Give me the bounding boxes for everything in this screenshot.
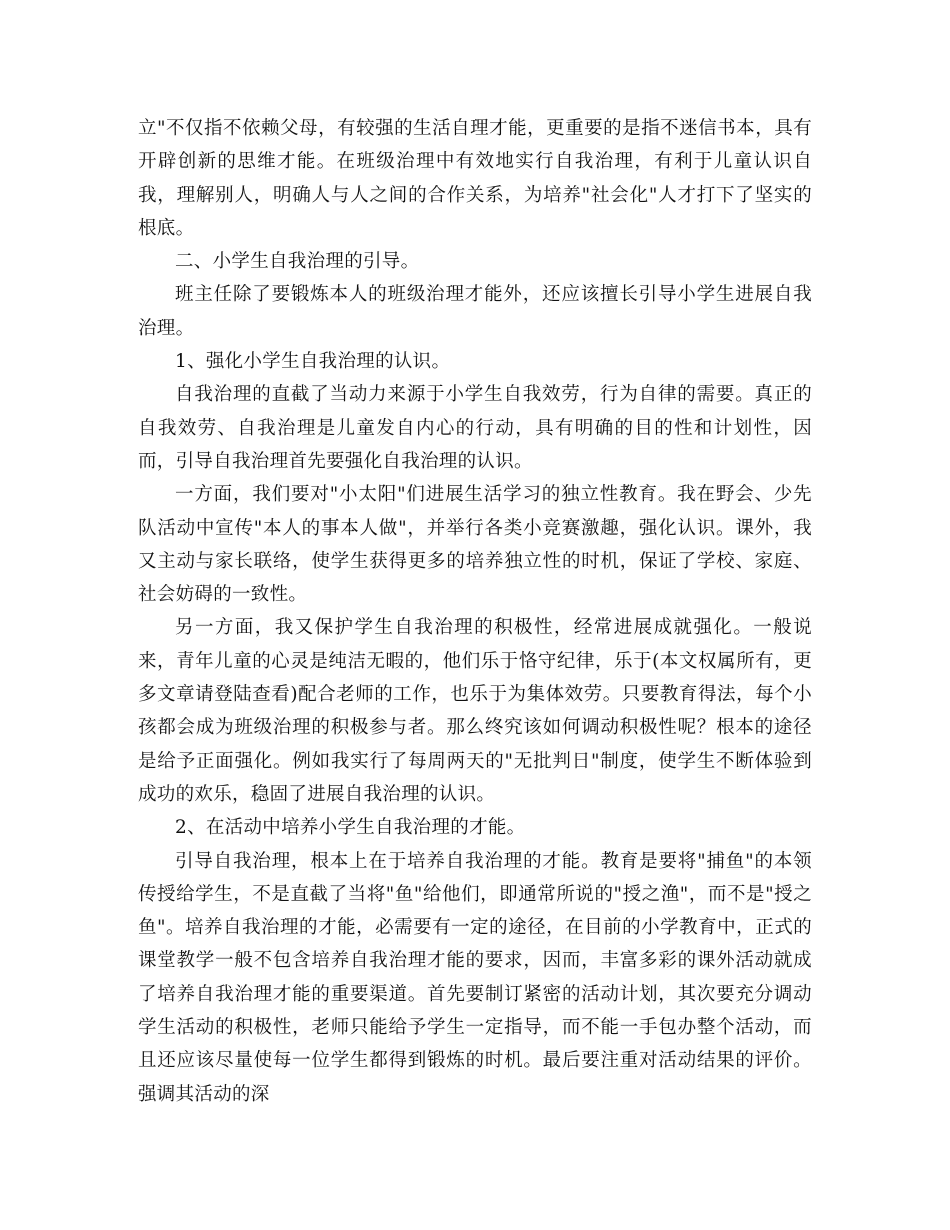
document-body (138, 112, 812, 1111)
paragraph-continuation: 立"不仅指不依赖父母，有较强的生活自理才能，更重要的是指不迷信书本，具有开辟创新的思维才能。在班级治理中有效地实行自我治理，有利于儿童认识自我，理解别人，明确人与人之间的合作关系，为培养"社会化"人才打下了坚实的根底。 (138, 118, 812, 239)
paragraph-awareness: 自我治理的直截了当动力来源于小学生自我效劳，行为自律的需要。真正的自我效劳、自我治理是儿童发自内心的行动，具有明确的目的性和计划性，因而，引导自我治理首先要强化自我治理的认识。 (138, 384, 812, 472)
section-heading-2: 二、小学生自我治理的引导。 (175, 251, 420, 273)
subheading-1: 1、强化小学生自我治理的认识。 (175, 351, 451, 373)
paragraph-one-side: 一方面，我们要对"小太阳"们进展生活学习的独立性教育。我在野会、少先队活动中宣传"本人的事本人做"，并举行各类小竞赛激趣，强化认识。课外，我又主动与家长联络，使学生获得更多的培养独立性的时机，保证了学校、家庭、社会妨碍的一致性。 (138, 484, 812, 606)
subheading-2: 2、在活动中培养小学生自我治理的才能。 (175, 817, 526, 839)
paragraph-intro: 班主任除了要锻炼本人的班级治理才能外，还应该擅长引导小学生进展自我治理。 (138, 284, 812, 339)
paragraph-activities: 引导自我治理，根本上在于培养自我治理的才能。教育是要将"捕鱼"的本领传授给学生，不是直截了当将"鱼"给他们，即通常所说的"授之渔"，而不是"授之鱼"。培养自我治理的才能，必需要有一定的途径，在目前的小学教育中，正式的课堂教学一般不包含培养自我治理才能的要求，因而，丰富多彩的课外活动就成了培养自我治理才能的重要渠道。首先要制订紧密的活动计划，其次要充分调动学生活动的积极性，老师只能给予学生一定指导，而不能一手包办整个活动，而且还应该尽量使每一位学生都得到锻炼的时机。最后要注重对活动结果的评价。强调其活动的深 (138, 850, 812, 1105)
paragraph-other-side: 另一方面，我又保护学生自我治理的积极性，经常进展成就强化。一般说来，青年儿童的心灵是纯洁无暇的，他们乐于恪守纪律，乐于(本文权属所有，更多文章请登陆查看)配合老师的工作，也乐于为集体效劳。只要教育得法，每个小孩都会成为班级治理的积极参与者。那么终究该如何调动积极性呢？根本的途径是给予正面强化。例如我实行了每周两天的"无批判日"制度，使学生不断体验到成功的欢乐，稳固了进展自我治理的认识。 (138, 617, 812, 805)
